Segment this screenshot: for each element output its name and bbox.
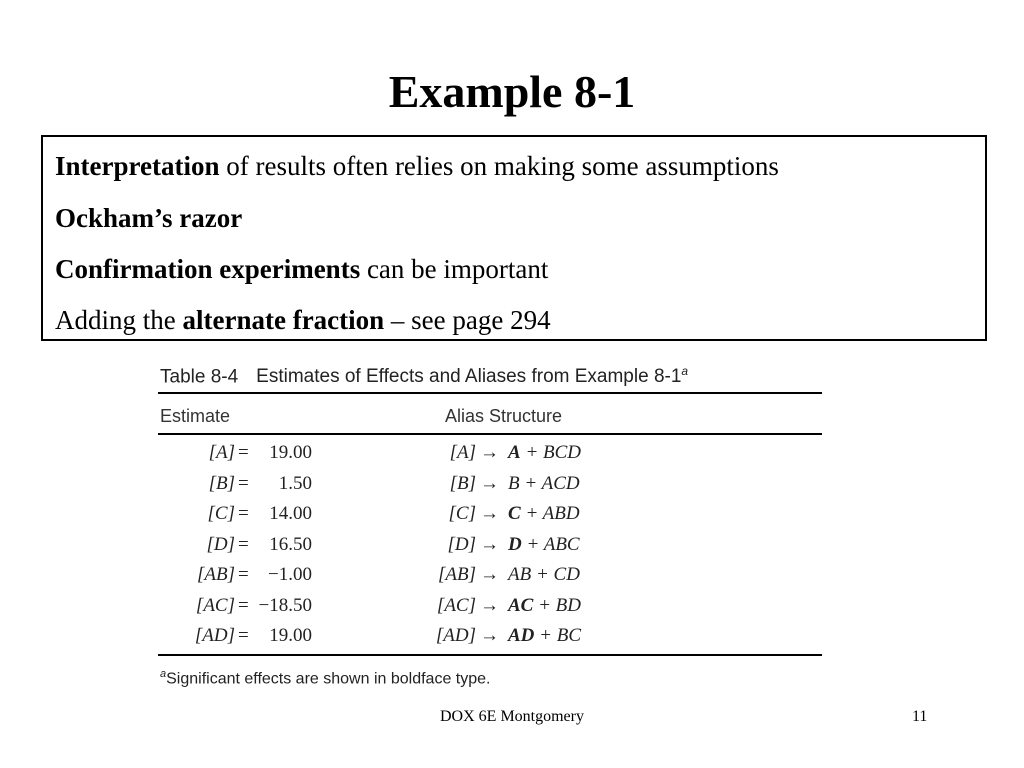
estimate-value: 16.50 (269, 533, 312, 555)
table-body (158, 440, 822, 654)
bullet-bold: alternate fraction (182, 305, 385, 335)
bullet-bold: Confirmation experiments (55, 254, 361, 284)
alias-name: [AD] (435, 625, 476, 646)
alias-name: [AC] (436, 594, 476, 616)
alias-expression (508, 503, 580, 525)
equals-sign: = (238, 564, 249, 585)
table-row (158, 623, 822, 654)
table-header-rule (158, 433, 822, 435)
alias-main-effect: C (508, 503, 521, 524)
table-row (158, 593, 822, 624)
table-bottom-rule (158, 654, 822, 656)
table-row (158, 440, 822, 471)
equals-sign: = (238, 625, 249, 646)
alias-main-effect: B (508, 472, 520, 494)
table-label: Table 8-4 (160, 366, 239, 388)
alias-expression (508, 442, 581, 464)
alias-name: [AB] (438, 564, 476, 585)
table-top-rule (158, 392, 822, 394)
footnote-text: Significant effects are shown in boldface type. (166, 670, 491, 688)
alias-name: [D] (447, 533, 476, 555)
header-estimate: Estimate (160, 406, 231, 426)
alias-expression (508, 564, 580, 586)
estimate-name: [AC] (195, 594, 235, 616)
estimate-value: −1.00 (268, 564, 312, 585)
table-row (158, 501, 822, 532)
estimate-value: 19.00 (269, 442, 312, 463)
alias-rest: + BD (533, 594, 582, 616)
alias-rest: + CD (531, 564, 580, 585)
alias-table-figure (158, 362, 822, 692)
alias-expression (508, 534, 580, 556)
bullet-alternate-fraction (55, 303, 551, 337)
bullet-confirmation (55, 252, 548, 286)
bullet-interpretation (55, 149, 779, 183)
alias-arrow: → (480, 594, 499, 616)
estimate-name: [B] (208, 472, 235, 494)
footer-text: DOX 6E Montgomery (440, 708, 584, 725)
alias-arrow: → (480, 503, 499, 524)
alias-main-effect: AC (508, 594, 534, 616)
estimate-value: −18.50 (258, 594, 312, 616)
alias-main-effect: D (508, 533, 522, 555)
estimate-value: 19.00 (269, 625, 312, 646)
estimate-value: 14.00 (269, 503, 312, 524)
equals-sign: = (238, 594, 249, 616)
equals-sign: = (238, 472, 249, 494)
alias-rest: + BCD (520, 442, 582, 463)
equals-sign: = (238, 503, 249, 524)
alias-name: [A] (449, 442, 476, 463)
header-alias-structure: Alias Structure (445, 406, 563, 426)
bullet-text: – see page 294 (384, 305, 551, 335)
estimate-value: 1.50 (278, 472, 312, 494)
bullet-text: can be important (360, 254, 549, 284)
table-row (158, 532, 822, 563)
table-footnote (160, 668, 490, 688)
alias-arrow: → (480, 564, 499, 585)
alias-rest: + BC (534, 625, 582, 646)
alias-main-effect: AB (508, 564, 532, 585)
alias-expression (508, 625, 581, 647)
bullet-text: of results often relies on making some assumptions (219, 151, 779, 181)
alias-rest: + ABC (521, 533, 580, 555)
bullet-text-pre: Adding the (55, 305, 183, 335)
alias-arrow: → (480, 472, 499, 494)
bullet-bold: Ockham’s razor (55, 203, 243, 233)
alias-expression (508, 595, 581, 617)
bullet-box (41, 135, 987, 341)
table-row (158, 562, 822, 593)
page-number: 11 (912, 708, 928, 725)
alias-arrow: → (480, 625, 499, 646)
footnote-mark: a (160, 668, 167, 680)
table-caption (160, 364, 688, 388)
alias-expression (508, 473, 580, 495)
alias-name: [C] (448, 503, 476, 524)
estimate-name: [A] (208, 442, 235, 463)
alias-name: [B] (449, 472, 476, 494)
estimate-name: [AD] (194, 625, 235, 646)
bullet-bold: Interpretation (55, 151, 220, 181)
bullet-ockhams-razor (55, 201, 242, 235)
alias-arrow: → (480, 442, 499, 463)
alias-rest: + ABD (520, 503, 580, 524)
alias-main-effect: AD (508, 625, 535, 646)
equals-sign: = (238, 442, 249, 463)
table-caption-text: Estimates of Effects and Aliases from Example 8-1 (256, 366, 682, 388)
caption-footnote-mark: a (681, 364, 689, 378)
estimate-name: [D] (206, 533, 235, 555)
estimate-name: [C] (207, 503, 235, 524)
table-row (158, 471, 822, 502)
estimate-name: [AB] (197, 564, 235, 585)
equals-sign: = (238, 533, 249, 555)
slide-title: Example 8-1 (388, 66, 636, 117)
alias-rest: + ACD (519, 472, 580, 494)
alias-arrow: → (480, 533, 499, 555)
alias-main-effect: A (508, 442, 521, 463)
